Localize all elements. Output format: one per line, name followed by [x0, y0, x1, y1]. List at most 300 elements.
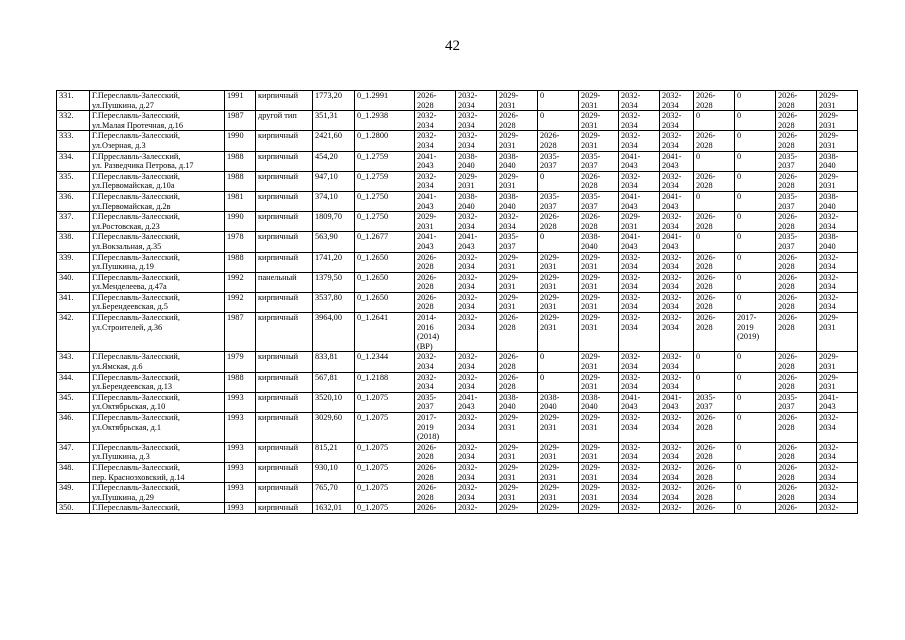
- period-7-cell: 2032- 2034: [660, 352, 694, 372]
- period-2-cell: 2038- 2040: [456, 151, 497, 171]
- row-number-cell: 332.: [57, 111, 90, 131]
- period-5-cell: 2035- 2037: [579, 191, 619, 211]
- wall-material-cell: кирпичный: [256, 292, 313, 312]
- period-5-cell: 2035- 2037: [579, 151, 619, 171]
- period-6-cell: 2032- 2034: [619, 91, 660, 111]
- period-10-cell: 2026- 2028: [776, 313, 817, 352]
- table-wrapper: [56, 90, 858, 514]
- period-2-cell: 2041- 2043: [456, 232, 497, 252]
- period-8-cell: 0: [694, 191, 735, 211]
- period-11-cell: 2032-: [817, 503, 858, 514]
- wall-material-cell: кирпичный: [256, 503, 313, 514]
- area-cell: 2421,60: [313, 131, 355, 151]
- period-1-cell: 2032- 2034: [415, 352, 456, 372]
- period-8-cell: 0: [694, 111, 735, 131]
- row-number-cell: 345.: [57, 392, 90, 412]
- period-5-cell: 2029- 2031: [579, 413, 619, 443]
- period-6-cell: 2041- 2043: [619, 232, 660, 252]
- period-4-cell: 2035- 2037: [538, 151, 579, 171]
- period-10-cell: 2026- 2028: [776, 483, 817, 503]
- year-built-cell: 1993: [225, 442, 256, 462]
- period-11-cell: 2038- 2040: [817, 232, 858, 252]
- period-10-cell: 2026- 2028: [776, 272, 817, 292]
- address-cell: Г.Переславль-Залесский, ул.Малая Протечная, д.16: [90, 111, 225, 131]
- period-8-cell: 2026- 2028: [694, 313, 735, 352]
- period-6-cell: 2032-: [619, 503, 660, 514]
- period-8-cell: 0: [694, 151, 735, 171]
- wall-material-cell: кирпичный: [256, 462, 313, 482]
- period-11-cell: 2029- 2031: [817, 131, 858, 151]
- table-row: [57, 131, 858, 151]
- period-1-cell: 2041- 2043: [415, 151, 456, 171]
- period-2-cell: 2032- 2034: [456, 131, 497, 151]
- address-cell: Г.Переславль-Залесский, ул.Октябрьская, д.1: [90, 413, 225, 443]
- period-10-cell: 2026- 2028: [776, 462, 817, 482]
- period-2-cell: 2032- 2034: [456, 252, 497, 272]
- period-9-cell: 0: [735, 171, 776, 191]
- period-2-cell: 2032- 2034: [456, 292, 497, 312]
- period-2-cell: 2032- 2034: [456, 91, 497, 111]
- period-6-cell: 2032- 2034: [619, 462, 660, 482]
- area-cell: 1809,70: [313, 212, 355, 232]
- year-built-cell: 1981: [225, 191, 256, 211]
- table-row: [57, 292, 858, 312]
- index-cell: 0_1.2075: [355, 483, 415, 503]
- period-7-cell: 2032- 2034: [660, 272, 694, 292]
- period-9-cell: 0: [735, 413, 776, 443]
- period-5-cell: 2029- 2031: [579, 372, 619, 392]
- wall-material-cell: кирпичный: [256, 151, 313, 171]
- period-7-cell: 2032- 2034: [660, 292, 694, 312]
- period-11-cell: 2029- 2031: [817, 372, 858, 392]
- period-9-cell: 0: [735, 442, 776, 462]
- area-cell: 567,81: [313, 372, 355, 392]
- period-2-cell: 2032- 2034: [456, 212, 497, 232]
- period-7-cell: 2032- 2034: [660, 313, 694, 352]
- period-1-cell: 2041- 2043: [415, 191, 456, 211]
- year-built-cell: 1988: [225, 171, 256, 191]
- area-cell: 1632,01: [313, 503, 355, 514]
- period-10-cell: 2026- 2028: [776, 292, 817, 312]
- period-3-cell: 2038- 2040: [497, 191, 538, 211]
- period-9-cell: 0: [735, 111, 776, 131]
- period-11-cell: 2032- 2034: [817, 442, 858, 462]
- period-6-cell: 2032- 2034: [619, 131, 660, 151]
- period-4-cell: 0: [538, 372, 579, 392]
- period-2-cell: 2032- 2034: [456, 483, 497, 503]
- period-1-cell: 2026- 2028: [415, 292, 456, 312]
- wall-material-cell: кирпичный: [256, 483, 313, 503]
- period-7-cell: 2041- 2043: [660, 191, 694, 211]
- index-cell: 0_1.2344: [355, 352, 415, 372]
- period-4-cell: 2029- 2031: [538, 252, 579, 272]
- period-4-cell: 2029- 2031: [538, 462, 579, 482]
- period-7-cell: 2032- 2034: [660, 171, 694, 191]
- area-cell: 815,21: [313, 442, 355, 462]
- period-6-cell: 2032- 2034: [619, 292, 660, 312]
- period-2-cell: 2032- 2034: [456, 272, 497, 292]
- area-cell: 3537,80: [313, 292, 355, 312]
- period-2-cell: 2041- 2043: [456, 392, 497, 412]
- period-10-cell: 2035- 2037: [776, 191, 817, 211]
- index-cell: 0_1.2650: [355, 252, 415, 272]
- period-11-cell: 2029- 2031: [817, 111, 858, 131]
- period-1-cell: 2029- 2031: [415, 212, 456, 232]
- period-11-cell: 2032- 2034: [817, 483, 858, 503]
- period-9-cell: 0: [735, 372, 776, 392]
- area-cell: 374,10: [313, 191, 355, 211]
- address-cell: Г.Переславль-Залесский, ул.Вокзальная, д.35: [90, 232, 225, 252]
- wall-material-cell: кирпичный: [256, 352, 313, 372]
- table-row: [57, 462, 858, 482]
- period-5-cell: 2029- 2031: [579, 272, 619, 292]
- table-row: [57, 171, 858, 191]
- row-number-cell: 336.: [57, 191, 90, 211]
- period-9-cell: 0: [735, 392, 776, 412]
- address-cell: Г.Переславль-Залесский, ул.Пушкина, д.3: [90, 442, 225, 462]
- period-1-cell: 2014- 2016 (2014) (ВР): [415, 313, 456, 352]
- period-2-cell: 2032- 2034: [456, 462, 497, 482]
- period-5-cell: 2029- 2031: [579, 462, 619, 482]
- area-cell: 1379,50: [313, 272, 355, 292]
- area-cell: 3029,60: [313, 413, 355, 443]
- row-number-cell: 343.: [57, 352, 90, 372]
- period-4-cell: 0: [538, 352, 579, 372]
- row-number-cell: 344.: [57, 372, 90, 392]
- period-10-cell: 2026- 2028: [776, 352, 817, 372]
- period-8-cell: 0: [694, 352, 735, 372]
- period-1-cell: 2032- 2034: [415, 171, 456, 191]
- period-8-cell: 2026- 2028: [694, 91, 735, 111]
- period-4-cell: 2029- 2031: [538, 313, 579, 352]
- wall-material-cell: кирпичный: [256, 313, 313, 352]
- period-6-cell: 2032- 2034: [619, 171, 660, 191]
- period-7-cell: 2032-: [660, 503, 694, 514]
- period-11-cell: 2032- 2034: [817, 462, 858, 482]
- period-3-cell: 2029- 2031: [497, 292, 538, 312]
- table-row: [57, 483, 858, 503]
- year-built-cell: 1978: [225, 232, 256, 252]
- period-4-cell: 2029- 2031: [538, 292, 579, 312]
- year-built-cell: 1993: [225, 503, 256, 514]
- period-2-cell: 2032- 2034: [456, 413, 497, 443]
- period-1-cell: 2032- 2034: [415, 372, 456, 392]
- wall-material-cell: кирпичный: [256, 131, 313, 151]
- period-8-cell: 2026- 2028: [694, 483, 735, 503]
- period-11-cell: 2032- 2034: [817, 413, 858, 443]
- period-10-cell: 2035- 2037: [776, 232, 817, 252]
- year-built-cell: 1993: [225, 392, 256, 412]
- address-cell: Г.Переславль-Залесский, ул.Ростовская, д.23: [90, 212, 225, 232]
- period-1-cell: 2026-: [415, 503, 456, 514]
- wall-material-cell: кирпичный: [256, 442, 313, 462]
- period-4-cell: 2029- 2031: [538, 272, 579, 292]
- period-9-cell: 0: [735, 212, 776, 232]
- period-4-cell: 2035- 2037: [538, 191, 579, 211]
- row-number-cell: 333.: [57, 131, 90, 151]
- index-cell: 0_1.2938: [355, 111, 415, 131]
- wall-material-cell: кирпичный: [256, 232, 313, 252]
- year-built-cell: 1993: [225, 483, 256, 503]
- period-9-cell: 0: [735, 252, 776, 272]
- year-built-cell: 1987: [225, 111, 256, 131]
- row-number-cell: 340.: [57, 272, 90, 292]
- period-6-cell: 2041- 2043: [619, 191, 660, 211]
- area-cell: 765,70: [313, 483, 355, 503]
- index-cell: 0_1.2750: [355, 212, 415, 232]
- period-5-cell: 2029- 2031: [579, 111, 619, 131]
- period-8-cell: 2026- 2028: [694, 252, 735, 272]
- index-cell: 0_1.2650: [355, 292, 415, 312]
- row-number-cell: 341.: [57, 292, 90, 312]
- area-cell: 351,31: [313, 111, 355, 131]
- period-7-cell: 2032- 2034: [660, 111, 694, 131]
- index-cell: 0_1.2641: [355, 313, 415, 352]
- table-row: [57, 272, 858, 292]
- period-5-cell: 2038- 2040: [579, 392, 619, 412]
- table-row: [57, 413, 858, 443]
- year-built-cell: 1987: [225, 313, 256, 352]
- period-8-cell: 2026- 2028: [694, 462, 735, 482]
- table-row: [57, 151, 858, 171]
- row-number-cell: 339.: [57, 252, 90, 272]
- period-4-cell: 0: [538, 91, 579, 111]
- period-10-cell: 2026- 2028: [776, 413, 817, 443]
- period-9-cell: 0: [735, 483, 776, 503]
- period-3-cell: 2029- 2031: [497, 442, 538, 462]
- period-5-cell: 2029- 2031: [579, 442, 619, 462]
- period-6-cell: 2041- 2043: [619, 392, 660, 412]
- year-built-cell: 1988: [225, 252, 256, 272]
- period-9-cell: 0: [735, 191, 776, 211]
- period-2-cell: 2032-: [456, 503, 497, 514]
- area-cell: 1741,20: [313, 252, 355, 272]
- period-3-cell: 2029- 2031: [497, 483, 538, 503]
- period-5-cell: 2029- 2031: [579, 483, 619, 503]
- period-9-cell: 2017- 2019 (2019): [735, 313, 776, 352]
- period-7-cell: 2032- 2034: [660, 462, 694, 482]
- table-row: [57, 503, 858, 514]
- period-6-cell: 2032- 2034: [619, 313, 660, 352]
- table-row: [57, 212, 858, 232]
- row-number-cell: 337.: [57, 212, 90, 232]
- address-cell: Г.Переславль-Залесский, ул.Пушкина, д.29: [90, 483, 225, 503]
- period-3-cell: 2029- 2031: [497, 91, 538, 111]
- year-built-cell: 1990: [225, 212, 256, 232]
- period-8-cell: 2026- 2028: [694, 272, 735, 292]
- year-built-cell: 1988: [225, 372, 256, 392]
- address-cell: Г.Переславль-Залесский, пер. Красноэховский, д.14: [90, 462, 225, 482]
- period-4-cell: 0: [538, 232, 579, 252]
- year-built-cell: 1988: [225, 151, 256, 171]
- address-cell: Г.Переславль-Залесский, ул.Первомайская, д.2в: [90, 191, 225, 211]
- period-10-cell: 2026- 2028: [776, 171, 817, 191]
- period-5-cell: 2026- 2028: [579, 212, 619, 232]
- period-6-cell: 2032- 2034: [619, 483, 660, 503]
- period-3-cell: 2035- 2037: [497, 232, 538, 252]
- table-row: [57, 91, 858, 111]
- period-7-cell: 2032- 2034: [660, 252, 694, 272]
- period-8-cell: 2035- 2037: [694, 392, 735, 412]
- area-cell: 833,81: [313, 352, 355, 372]
- address-cell: Г.Переславль-Залесский, ул.Пушкина, д.27: [90, 91, 225, 111]
- wall-material-cell: панельный: [256, 272, 313, 292]
- wall-material-cell: кирпичный: [256, 413, 313, 443]
- period-10-cell: 2035- 2037: [776, 151, 817, 171]
- period-8-cell: 2026- 2028: [694, 413, 735, 443]
- period-5-cell: 2029- 2031: [579, 252, 619, 272]
- capital-repair-schedule-table: [56, 90, 858, 514]
- address-cell: Г.Переславль-Залесский, ул.Октябрьская, д.10: [90, 392, 225, 412]
- table-row: [57, 372, 858, 392]
- index-cell: 0_1.2759: [355, 151, 415, 171]
- wall-material-cell: кирпичный: [256, 252, 313, 272]
- row-number-cell: 348.: [57, 462, 90, 482]
- index-cell: 0_1.2075: [355, 462, 415, 482]
- address-cell: Г.Переславль-Залесский, ул.Берендеевская, д.13: [90, 372, 225, 392]
- period-5-cell: 2029- 2031: [579, 131, 619, 151]
- period-2-cell: 2032- 2034: [456, 352, 497, 372]
- period-3-cell: 2029- 2031: [497, 171, 538, 191]
- year-built-cell: 1979: [225, 352, 256, 372]
- index-cell: 0_1.2650: [355, 272, 415, 292]
- period-11-cell: 2029- 2031: [817, 171, 858, 191]
- address-cell: Г.Переславль-Залесский, ул.Строителей, д.36: [90, 313, 225, 352]
- index-cell: 0_1.2677: [355, 232, 415, 252]
- address-cell: Г.Прреславль-Залесский, ул. Разведчика Петрова, д.17: [90, 151, 225, 171]
- period-7-cell: 2032- 2034: [660, 413, 694, 443]
- table-row: [57, 442, 858, 462]
- period-11-cell: 2029- 2031: [817, 91, 858, 111]
- row-number-cell: 350.: [57, 503, 90, 514]
- year-built-cell: 1990: [225, 131, 256, 151]
- period-10-cell: 2026- 2028: [776, 91, 817, 111]
- period-3-cell: 2029- 2031: [497, 252, 538, 272]
- period-4-cell: 2026- 2028: [538, 212, 579, 232]
- period-3-cell: 2032- 2034: [497, 212, 538, 232]
- index-cell: 0_1.2075: [355, 503, 415, 514]
- period-11-cell: 2029- 2031: [817, 313, 858, 352]
- area-cell: 1773,20: [313, 91, 355, 111]
- period-5-cell: 2029- 2031: [579, 292, 619, 312]
- year-built-cell: 1991: [225, 91, 256, 111]
- period-4-cell: 2029- 2031: [538, 483, 579, 503]
- period-5-cell: 2029-: [579, 503, 619, 514]
- period-2-cell: 2032- 2034: [456, 313, 497, 352]
- period-1-cell: 2026- 2028: [415, 442, 456, 462]
- period-9-cell: 0: [735, 272, 776, 292]
- address-cell: Г.Переславль-Залесский, ул.Берендеевская, д.5: [90, 292, 225, 312]
- period-4-cell: 0: [538, 111, 579, 131]
- period-6-cell: 2032- 2034: [619, 442, 660, 462]
- period-9-cell: 0: [735, 151, 776, 171]
- period-3-cell: 2038- 2040: [497, 392, 538, 412]
- period-6-cell: 2032- 2034: [619, 252, 660, 272]
- period-10-cell: 2026- 2028: [776, 212, 817, 232]
- period-7-cell: 2032- 2034: [660, 212, 694, 232]
- index-cell: 0_1.2750: [355, 191, 415, 211]
- address-cell: Г.Переславль-Залесский,: [90, 503, 225, 514]
- index-cell: 0_1.2188: [355, 372, 415, 392]
- period-11-cell: 2032- 2034: [817, 272, 858, 292]
- address-cell: Г.Переславль-Залесский, ул.Ямская, д.6: [90, 352, 225, 372]
- index-cell: 0_1.2075: [355, 413, 415, 443]
- period-10-cell: 2026- 2028: [776, 131, 817, 151]
- period-7-cell: 2032- 2034: [660, 372, 694, 392]
- period-8-cell: 0: [694, 372, 735, 392]
- index-cell: 0_1.2991: [355, 91, 415, 111]
- period-11-cell: 2029- 2031: [817, 352, 858, 372]
- wall-material-cell: кирпичный: [256, 191, 313, 211]
- address-cell: Г.Переславль-Залесский, ул.Озерная, д.3: [90, 131, 225, 151]
- period-6-cell: 2032- 2034: [619, 372, 660, 392]
- year-built-cell: 1992: [225, 272, 256, 292]
- row-number-cell: 346.: [57, 413, 90, 443]
- period-1-cell: 2026- 2028: [415, 462, 456, 482]
- period-9-cell: 0: [735, 131, 776, 151]
- period-1-cell: 2026- 2028: [415, 91, 456, 111]
- period-3-cell: 2029- 2031: [497, 462, 538, 482]
- period-2-cell: 2038- 2040: [456, 191, 497, 211]
- period-8-cell: 2026- 2028: [694, 292, 735, 312]
- period-2-cell: 2032- 2034: [456, 111, 497, 131]
- period-4-cell: 2029- 2031: [538, 442, 579, 462]
- period-3-cell: 2029- 2031: [497, 413, 538, 443]
- period-7-cell: 2041- 2043: [660, 151, 694, 171]
- period-6-cell: 2029- 2031: [619, 212, 660, 232]
- period-1-cell: 2032- 2034: [415, 111, 456, 131]
- table-row: [57, 232, 858, 252]
- table-row: [57, 111, 858, 131]
- index-cell: 0_1.2800: [355, 131, 415, 151]
- period-3-cell: 2029-: [497, 503, 538, 514]
- period-3-cell: 2029- 2031: [497, 272, 538, 292]
- row-number-cell: 338.: [57, 232, 90, 252]
- row-number-cell: 335.: [57, 171, 90, 191]
- address-cell: Г.Переславль-Залесский, ул.Менделеева, д.47а: [90, 272, 225, 292]
- row-number-cell: 349.: [57, 483, 90, 503]
- area-cell: 947,10: [313, 171, 355, 191]
- period-11-cell: 2041- 2043: [817, 392, 858, 412]
- period-9-cell: 0: [735, 232, 776, 252]
- period-8-cell: 2026- 2028: [694, 131, 735, 151]
- period-8-cell: 2026-: [694, 503, 735, 514]
- period-3-cell: 2026- 2028: [497, 111, 538, 131]
- period-10-cell: 2035- 2037: [776, 392, 817, 412]
- period-7-cell: 2041- 2043: [660, 232, 694, 252]
- period-1-cell: 2032- 2034: [415, 131, 456, 151]
- period-8-cell: 2026- 2028: [694, 442, 735, 462]
- table-row: [57, 352, 858, 372]
- period-7-cell: 2032- 2034: [660, 91, 694, 111]
- period-9-cell: 0: [735, 503, 776, 514]
- period-11-cell: 2032- 2034: [817, 252, 858, 272]
- period-1-cell: 2026- 2028: [415, 272, 456, 292]
- period-5-cell: 2038- 2040: [579, 232, 619, 252]
- period-9-cell: 0: [735, 462, 776, 482]
- period-1-cell: 2026- 2028: [415, 252, 456, 272]
- address-cell: Г.Переславль-Залесский, ул.Пушкина, д.19: [90, 252, 225, 272]
- area-cell: 930,10: [313, 462, 355, 482]
- year-built-cell: 1993: [225, 462, 256, 482]
- period-7-cell: 2032- 2034: [660, 483, 694, 503]
- year-built-cell: 1993: [225, 413, 256, 443]
- period-4-cell: 2029- 2031: [538, 413, 579, 443]
- period-3-cell: 2038- 2040: [497, 151, 538, 171]
- period-9-cell: 0: [735, 91, 776, 111]
- period-2-cell: 2032- 2034: [456, 442, 497, 462]
- period-8-cell: 0: [694, 232, 735, 252]
